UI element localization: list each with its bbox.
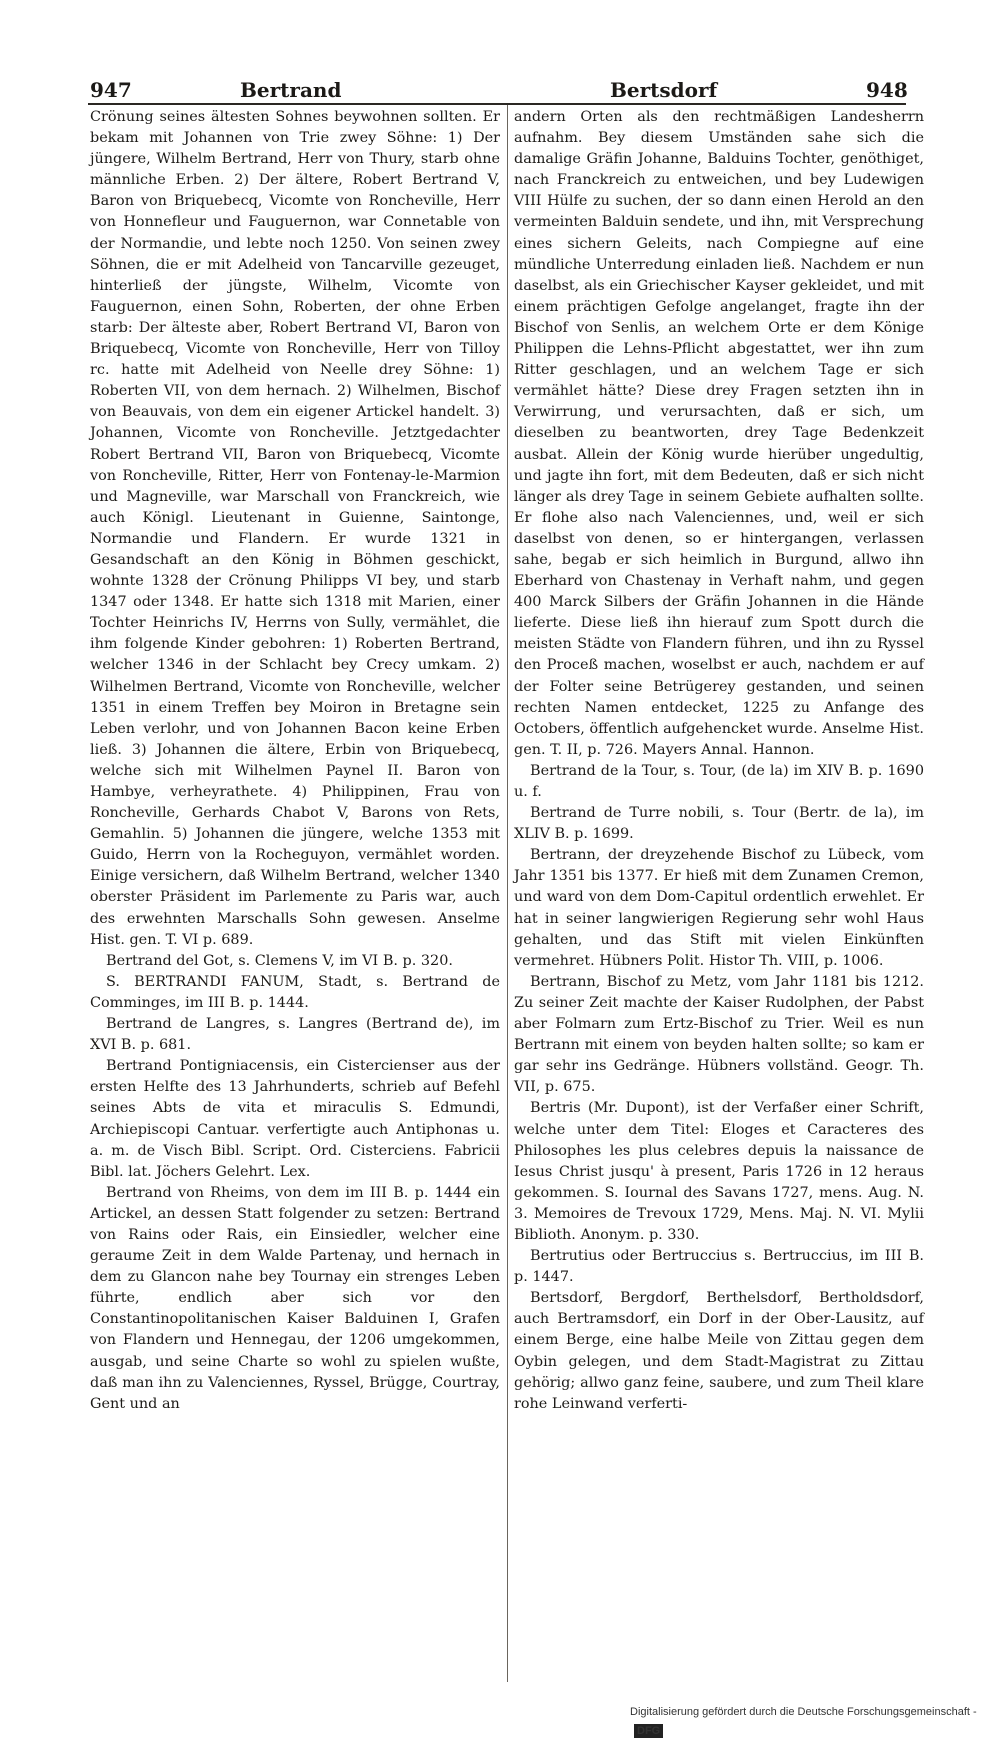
right-column (514, 107, 924, 1415)
right-paragraph: Bertrann, der dreyzehende Bischof zu Lübeck, vom Jahr 1351 bis 1377. Er hieß mit dem Zunamen Cremon, und ward von dem Dom-Capitul ordentlich erwehlet. Er hat in seiner langwierigen Regierung sehr wohl Haus gehalten, und das Stift mit vielen Einkünften vermehret. Hübners Polit. Histor Th. VIII, p. 1006. (514, 847, 924, 969)
left-column (90, 107, 500, 1415)
left-paragraph: Bertrand de Langres, s. Langres (Bertrand de), im XVI B. p. 681. (90, 1016, 500, 1054)
left-paragraph: Bertrand Pontigniacensis, ein Cistercienser aus der ersten Helfte des 13 Jahrhunderts, schrieb auf Befehl seines Abts de vita et miraculis S. Edmundi, Archiepiscopi Cantuar. verfertigte auch Antiphonas u. a. m. de Visch Bibl. Script. Ord. Cisterciens. Fabricii Bibl. lat. Jöchers Gelehrt. Lex. (90, 1058, 500, 1180)
left-paragraph: Crönung seines ältesten Sohnes beywohnen sollten. Er bekam mit Johannen von Trie zwey Söhne: 1) Der jüngere, Wilhelm Bertrand, Herr von Thury, starb ohne männliche Erben. 2) Der ältere, Robert Bertrand V, Baron von Briquebecq, Vicomte von Roncheville, Herr von Honnefleur und Fauguernon, war Connetable von der Normandie, und lebte noch 1250. Von seinen zwey Söhnen, die er mit Adelheid von Tancarville gezeuget, hinterließ der jüngste, Wilhelm, Vicomte von Fauguernon, einen Sohn, Roberten, der ohne Erben starb: Der älteste aber, Robert Bertrand VI, Baron von Briquebecq, Vicomte von Roncheville, Herr von Tilloy rc. hatte mit Adelheid von Neelle drey Söhne: 1) Roberten VII, von dem hernach. 2) Wilhelmen, Bischof von Beauvais, von dem ein eigener Artickel handelt. 3) Johannen, Vicomte von Roncheville. Jetztgedachter Robert Bertrand VII, Baron von Briquebecq, Vicomte von Roncheville, Ritter, Herr von Fontenay-le-Marmion und Magneville, war Marschall von Franckreich, wie auch Königl. Lieutenant in Guienne, Saintonge, Normandie und Flandern. Er wurde 1321 in Gesandschaft an den König in Böhmen geschickt, wohnte 1328 der Crönung Philipps VI bey, und starb 1347 oder 1348. Er hatte sich 1318 mit Marien, einer Tochter Heinrichs IV, Herrns von Sully, vermählet, die ihm folgende Kinder gebohren: 1) Roberten Bertrand, welcher 1346 in der Schlacht bey Crecy umkam. 2) Wilhelmen Bertrand, Vicomte von Roncheville, welcher 1351 in einem Treffen bey Moiron in Bretagne sein Leben verlohr, und von Johannen Bacon keine Erben ließ. 3) Johannen die ältere, Erbin von Briquebecq, welche sich mit Wilhelmen Paynel II. Baron von Hambye, verheyrathete. 4) Philippinen, Frau von Roncheville, Gerhards Chabot V, Barons von Rets, Gemahlin. 5) Johannen die jüngere, welche 1353 mit Guido, Herrn von la Rocheguyon, vermählet worden. Einige versichern, daß Wilhelm Bertrand, welcher 1340 oberster Präsident im Parlemente zu Paris war, auch des erwehnten Marschalls Sohn gewesen. Anselme Hist. gen. T. VI p. 689. (90, 109, 500, 948)
digitization-credit (630, 1700, 1000, 1737)
right-paragraph: andern Orten als den rechtmäßigen Landesherrn aufnahm. Bey diesem Umständen sahe sich die damalige Gräfin Johanne, Balduins Tochter, genöthiget, nach Franckreich zu entweichen, und bey Ludewigen VIII Hülfe zu suchen, der so dann einen Herold an den vermeinten Balduin sendete, und ihn, mit Versprechung eines sichern Geleits, nach Compiegne auf eine mündliche Unterredung einladen ließ. Nachdem er nun daselbst, als ein Griechischer Kayser gekleidet, und mit einem prächtigen Gefolge angelanget, fragte ihn der Bischof von Senlis, an welchem Orte er dem Könige Philippen die Lehns-Pflicht abgestattet, wer ihn zum Ritter geschlagen, und an welchem Tage er sich vermählet hätte? Diese drey Fragen setzten ihn in Verwirrung, und verursachten, daß er sich, um dieselben zu beantworten, drey Tage Bedenkzeit ausbat. Allein der König wurde hierüber ungedultig, und jagte ihn fort, mit dem Bedeuten, daß er sich nicht länger als drey Tage in seinem Gebiete aufhalten sollte. Er flohe also nach Valenciennes, und, weil er sich daselbst von denen, so er hintergangen, verlassen sahe, begab er sich heimlich in Burgund, allwo ihn Eberhard von Chastenay in Verhaft nahm, und gegen 400 Marck Silbers der Gräfin Johannen in die Hände lieferte. Diese ließ ihn hierauf zum Spott durch die meisten Städte von Flandern führen, und ihn zu Ryssel den Proceß machen, woselbst er auch, nachdem er auf der Folter seine Betrügerey gestanden, und seinen rechten Namen entdecket, 1225 zu Anfange des Octobers, öffentlich aufgehencket wurde. Anselme Hist. gen. T. II, p. 726. Mayers Annal. Hannon. (514, 109, 924, 758)
left-paragraph: Bertrand del Got, s. Clemens V, im VI B. p. 320. (106, 952, 453, 969)
header-rule (88, 103, 906, 105)
right-paragraph: Bertsdorf, Bergdorf, Berthelsdorf, Bertholdsdorf, auch Bertramsdorf, ein Dorf in der Ober-Lausitz, auf einem Berge, eine halbe Meile von Zittau gegen dem Oybin gelegen, und dem Stadt-Magistrat zu Zittau gehörig; allwo ganz feine, saubere, und zum Theil klare rohe Leinwand verferti- (514, 1290, 924, 1412)
right-paragraph: Bertrann, Bischof zu Metz, vom Jahr 1181 bis 1212. Zu seiner Zeit machte der Kaiser Rudolphen, der Pabst aber Folmarn zum Ertz-Bischof zu Trier. Weil es nun Bertrann mit einem von beyden halten sollte; so kam er gar sehr ins Gedränge. Hübners vollständ. Geogr. Th. VII, p. 675. (514, 973, 924, 1096)
page-number-right: 948 (866, 78, 908, 102)
running-head-left: Bertrand (240, 78, 342, 102)
page-number-left: 947 (90, 78, 132, 102)
column-divider (507, 105, 508, 1682)
right-paragraph: Bertrand de Turre nobili, s. Tour (Bertr. de la), im XLIV B. p. 1699. (514, 805, 924, 843)
right-paragraph: Bertrand de la Tour, s. Tour, (de la) im XIV B. p. 1690 u. f. (514, 762, 924, 800)
right-paragraph: Bertris (Mr. Dupont), ist der Verfaßer einer Schrift, welche unter dem Titel: Eloges et Caracteres des Philosophes les plus celebres depuis la naissance de Iesus Christ jusqu' à present, Paris 1726 in 12 heraus gekommen. S. Iournal des Savans 1727, mens. Aug. N. 3. Memoires de Trevoux 1729, Mens. Maj. N. VI. Mylii Biblioth. Anonym. p. 330. (514, 1100, 924, 1243)
running-head-right: Bertsdorf (610, 78, 718, 102)
right-paragraph: Bertrutius oder Bertruccius s. Bertruccius, im III B. p. 1447. (514, 1248, 924, 1286)
left-paragraph: S. BERTRANDI FANUM, Stadt, s. Bertrand de Comminges, im III B. p. 1444. (90, 973, 500, 1011)
dfg-logo: DFG (634, 1724, 663, 1738)
credit-text: Digitalisierung gefördert durch die Deutsche Forschungsgemeinschaft - (630, 1706, 977, 1718)
left-paragraph: Bertrand von Rheims, von dem im III B. p. 1444 ein Artickel, an dessen Statt folgender zu setzen: Bertrand von Rains oder Rais, ein Einsiedler, welcher eine geraume Zeit in dem Walde Partenay, und hernach in dem zu Glancon nahe bey Tournay ein strenges Leben führte, endlich aber sich vor den Constantinopolitanischen Kaiser Balduinen I, Grafen von Flandern und Hennegau, der 1206 umgekommen, ausgab, und seine Charte so wohl zu spielen wußte, daß man ihn zu Valenciennes, Ryssel, Brügge, Courtray, Gent und an (90, 1184, 500, 1412)
